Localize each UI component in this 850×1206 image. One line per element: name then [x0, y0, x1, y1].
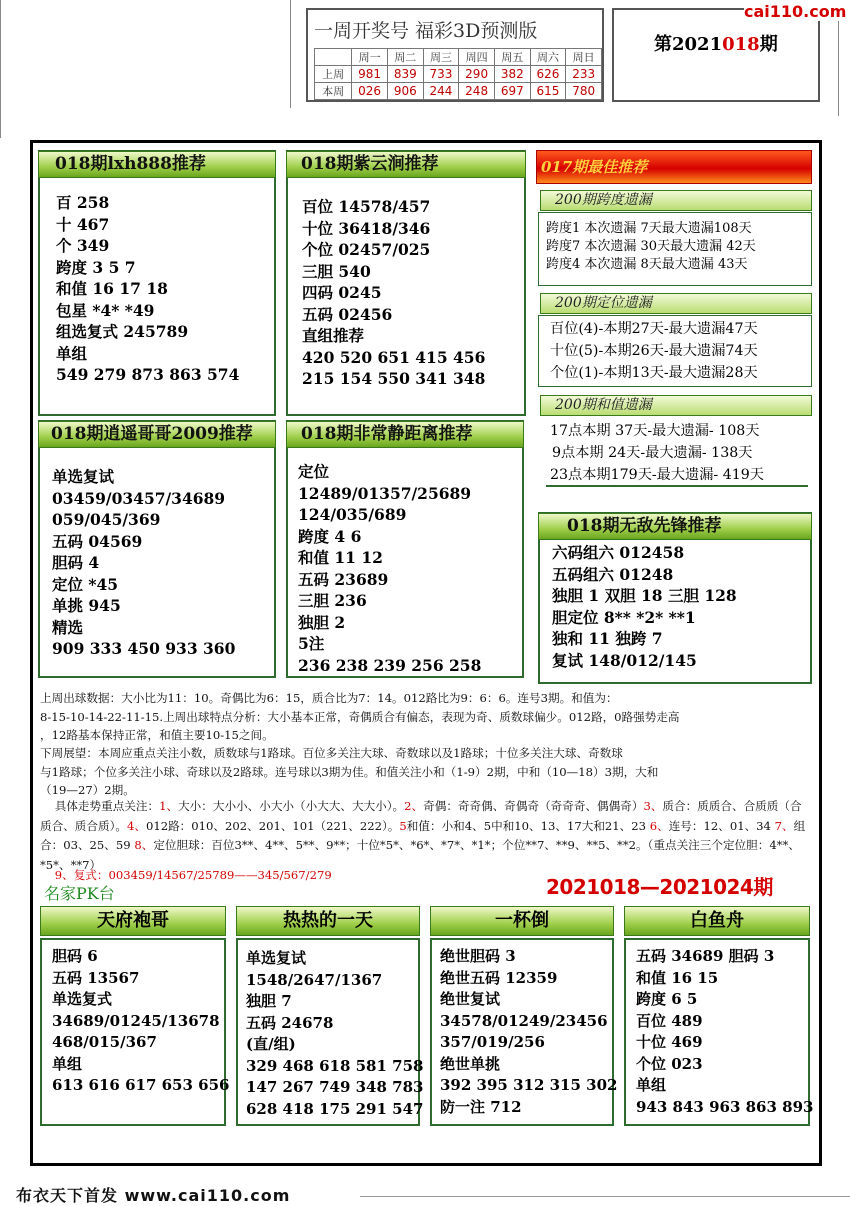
- pk-col-title: 一杯倒: [430, 906, 614, 936]
- omission-line: 23点本期179天-最大遗漏- 419天: [550, 467, 764, 483]
- pick-line: 147 267 749 348 783: [246, 1078, 424, 1096]
- pick-line: 392 395 312 315 302: [440, 1076, 618, 1094]
- pick-line: 个 349: [56, 236, 110, 255]
- pick-line: 绝世五码 12359: [440, 968, 558, 987]
- pick-line: 五码 24678: [246, 1013, 334, 1032]
- weekly-grid: [314, 48, 602, 100]
- omission-line: 百位(4)-本期27天-最大遗漏47天: [550, 321, 758, 337]
- pick-line: 定位 *45: [52, 574, 119, 594]
- pick-line: 四码 0245: [302, 283, 382, 302]
- analysis-focus: [40, 797, 812, 875]
- pick-line: 百位 14578/457: [302, 197, 431, 216]
- draw-number: 244: [423, 83, 459, 100]
- span-omission-lines: [546, 220, 756, 274]
- pick-line: 五码组六 01248: [552, 564, 674, 584]
- pick-line: (直/组): [246, 1035, 296, 1053]
- pick-line: 单组: [52, 1054, 83, 1073]
- row-label: 上周: [315, 66, 352, 83]
- pick-line: 跨度 6 5: [636, 990, 698, 1008]
- pick-line: 个位 02457/025: [302, 240, 431, 259]
- draw-number: 233: [566, 66, 602, 83]
- pick-line: 绝世单挑: [440, 1054, 501, 1073]
- day-header: 周五: [494, 49, 530, 66]
- focus-num: 4、: [126, 818, 146, 833]
- day-header: 周一: [352, 49, 388, 66]
- pick-line: 独胆 7: [246, 992, 292, 1010]
- pick-line: 单组: [56, 343, 88, 363]
- date-range: 2021018—2021024期: [546, 875, 773, 899]
- panel-title: 018期lxh888推荐: [38, 151, 276, 178]
- pick-line: 和值 16 15: [636, 968, 719, 987]
- pick-line: 236 238 239 256 258: [298, 655, 482, 675]
- focus-text: 大小：大小小、小大小（小大大、大大小）。: [178, 799, 405, 813]
- issue-suffix: 期: [759, 34, 778, 55]
- pick-line: 绝世复试: [440, 990, 501, 1008]
- draw-number: 906: [387, 83, 423, 100]
- day-header: 周六: [530, 49, 566, 66]
- omission-line: 跨度4 本次遗漏 8天最大遗漏 43天: [546, 257, 748, 272]
- pick-line: 943 843 963 863 893: [636, 1097, 814, 1116]
- pick-line: 胆码 4: [52, 553, 100, 572]
- pick-line: 复试 148/012/145: [552, 650, 697, 670]
- last-week-row: [315, 66, 602, 83]
- issue-number-box: [612, 8, 820, 102]
- pick-line: 329 468 618 581 758: [246, 1056, 424, 1075]
- draw-number: 248: [459, 83, 495, 100]
- pick-line: 跨度 3 5 7: [56, 257, 136, 277]
- pick-line: 个位 023: [636, 1054, 703, 1073]
- pick-line: 直组推荐: [302, 326, 365, 345]
- draw-number: 026: [352, 83, 388, 100]
- pick-line: 五码 04569: [52, 531, 143, 551]
- position-omission-lines: [550, 318, 758, 384]
- focus-intro: 具体走势重点关注：: [40, 799, 160, 813]
- pick-line: 420 520 651 415 456: [302, 347, 486, 367]
- draw-number: 780: [566, 83, 602, 100]
- pick-line: 和值 16 17 18: [56, 279, 168, 298]
- day-header: 周日: [566, 49, 602, 66]
- best-pick-banner: 017期最佳推荐: [536, 150, 812, 184]
- pick-line: 059/045/369: [52, 510, 161, 529]
- analysis-line: 下周展望：本周应重点关注小数，质数球与1路球。百位多关注大球、奇数球以及1路球；十位多关注大球、奇数球: [40, 746, 623, 760]
- analysis-line: 8-15-10-14-22-11-15.上周出球特点分析：大小基本正常，奇偶质合有偏态，表现为奇、质数球偏少。012路，0路强势走高: [40, 709, 680, 724]
- pick-line: 12489/01357/25689: [298, 483, 472, 503]
- pick-line: 十 467: [56, 214, 110, 234]
- pick-line: 909 333 450 933 360: [52, 639, 236, 658]
- pick-line: 124/035/689: [298, 505, 407, 524]
- this-week-row: [315, 83, 602, 100]
- pk-col-title: 天府袍哥: [40, 906, 226, 936]
- draw-number: 733: [423, 66, 459, 83]
- pick-line: 五码 23689: [298, 569, 389, 589]
- omission-line: 十位(5)-本期26天-最大遗漏74天: [550, 343, 758, 359]
- footer-text: 布衣天下首发 www.cai110.com: [16, 1186, 291, 1205]
- pick-line: 独胆 2: [298, 612, 346, 632]
- footer-rule: [360, 1196, 850, 1197]
- pick-line: 三胆 540: [302, 261, 371, 281]
- focus-num: 5: [399, 818, 407, 833]
- pk-col-title: 白鱼舟: [624, 906, 810, 936]
- top-divider-rule: [290, 0, 291, 108]
- pick-line: 十位 36418/346: [302, 218, 431, 238]
- pick-line: 1548/2647/1367: [246, 970, 383, 989]
- panel-xiaoyaogege-lines: [52, 466, 235, 660]
- left-margin-rule: [0, 0, 1, 138]
- draw-number: 290: [459, 66, 495, 83]
- draw-number: 382: [494, 66, 530, 83]
- panel-ziyunjian-lines: [302, 196, 485, 390]
- day-header: 周二: [387, 49, 423, 66]
- pk-col-lines: [246, 948, 423, 1120]
- pick-line: 胆定位 8** *2* **1: [552, 607, 696, 627]
- pick-line: 五码 13567: [52, 968, 140, 987]
- issue-prefix: 第2021: [654, 34, 723, 55]
- panel-wudixianfeng-lines: [552, 542, 737, 671]
- right-margin-rule: [838, 20, 839, 116]
- pk-col-lines: [52, 946, 229, 1097]
- pick-line: 组选复式 245789: [56, 322, 189, 341]
- pick-line: 单选复试: [246, 949, 307, 967]
- draw-number: 697: [494, 83, 530, 100]
- focus-text: 组合：03、25、59: [40, 818, 806, 852]
- pick-line: 613 616 617 653 656: [52, 1076, 230, 1094]
- panel-title: 018期逍遥哥哥2009推荐: [38, 421, 276, 448]
- analysis-next-week: [40, 744, 816, 800]
- focus-text: 定位胆球：百位3**、4**、5**、9**；十位*5*、*6*、*7*、*1*；个位**7、**9、**5、**2。（重点关注三个定位胆：4**、*5*、**7）: [40, 838, 800, 872]
- pick-line: 百 258: [56, 193, 110, 212]
- pk-col-lines: [636, 946, 813, 1118]
- pick-line: 单挑 945: [52, 596, 121, 615]
- pick-line: 5注: [298, 634, 325, 653]
- focus-num: 7、: [774, 818, 794, 833]
- pick-line: 精选: [52, 617, 84, 637]
- pick-line: 三胆 236: [298, 591, 367, 610]
- row-label: 本周: [315, 83, 352, 100]
- focus-num: 8、: [134, 838, 154, 852]
- omission-line: 跨度7 本次遗漏 30天最大遗漏 42天: [546, 239, 756, 254]
- day-header: 周三: [423, 49, 459, 66]
- span-omission-header: 200期跨度遗漏: [540, 190, 812, 211]
- weekly-header-row: [315, 49, 602, 66]
- omission-line: 17点本期 37天-最大遗漏- 108天: [550, 423, 760, 439]
- pick-line: 六码组六 012458: [552, 543, 685, 562]
- pick-line: 十位 469: [636, 1033, 703, 1051]
- pick-line: 03459/03457/34689: [52, 488, 226, 508]
- analysis-line: 与1路球；个位多关注小球、奇球以及2路球。连号球以3期为佳。和值关注小和（1-9）2期，中和（10—18）3期，大和: [40, 764, 659, 779]
- pick-line: 防一注 712: [440, 1097, 522, 1116]
- focus-text: 连号：12、01、34: [668, 818, 775, 833]
- pick-line: 定位: [298, 462, 330, 481]
- panel-feichangjing-lines: [298, 461, 481, 676]
- pick-line: 549 279 873 863 574: [56, 365, 240, 384]
- focus-num: 6、: [649, 818, 669, 833]
- omission-line: 跨度1 本次遗漏 7天最大遗漏108天: [546, 221, 752, 236]
- pick-line: 和值 11 12: [298, 548, 383, 567]
- issue-num: 018: [722, 34, 760, 55]
- panel-lxh888-lines: [56, 192, 239, 386]
- pick-line: 跨度 4 6: [298, 526, 362, 546]
- position-omission-header: 200期定位遗漏: [540, 293, 812, 314]
- corner-cell: [315, 49, 352, 66]
- analysis-last-week: [40, 689, 816, 745]
- draw-number: 981: [352, 66, 388, 83]
- pick-line: 绝世胆码 3: [440, 947, 516, 965]
- pick-line: 34689/01245/13678: [52, 1011, 220, 1030]
- focus-text: 012路：010、202、201、101（221、222）。: [145, 818, 400, 833]
- pick-line: 468/015/367: [52, 1033, 157, 1051]
- omission-line: 9点本期 24天-最大遗漏- 138天: [552, 445, 753, 461]
- analysis-line: （19—27）2期。: [40, 783, 135, 797]
- weekly-draw-table: [306, 8, 604, 102]
- panel-title: 018期紫云涧推荐: [286, 151, 526, 178]
- focus-num: 2、: [404, 799, 424, 813]
- pick-line: 五码 34689 胆码 3: [636, 947, 775, 965]
- focus-text: 和值：小和4、5中和10、13、17大和21、23: [406, 818, 650, 833]
- pick-line: 包星 *4* *49: [56, 300, 155, 320]
- panel-title: 018期无敌先锋推荐: [538, 513, 812, 540]
- draw-number: 839: [387, 66, 423, 83]
- pk-col-lines: [440, 946, 617, 1118]
- analysis-line: ，12路基本保持正常，和值主要10-15之间。: [40, 728, 274, 742]
- focus-num: 3、: [643, 799, 663, 813]
- focus-text: 质合：质质合、合质质（合质合、质合质）。: [40, 799, 802, 833]
- pk-section-label: 名家PK台: [44, 884, 115, 903]
- omission-line: 个位(1)-本期13天-最大遗漏28天: [550, 365, 758, 381]
- sum-omission-underline: [546, 485, 808, 487]
- pick-line: 628 418 175 291 547: [246, 1099, 424, 1118]
- pk-col-title: 热热的一天: [236, 906, 420, 936]
- pick-line: 单选复试: [52, 467, 115, 486]
- focus-text: 奇偶：奇奇偶、奇偶奇（奇奇奇、偶偶奇）: [423, 799, 644, 813]
- day-header: 周四: [459, 49, 495, 66]
- sum-omission-lines: [550, 420, 764, 486]
- pick-line: 独胆 1 双胆 18 三胆 128: [552, 586, 737, 605]
- site-logo-text: cai110.com: [744, 2, 847, 21]
- weekly-table-title: 一周开奖号 福彩3D预测版: [314, 20, 538, 42]
- panel-title: 018期非常静距离推荐: [286, 421, 524, 448]
- draw-number: 615: [530, 83, 566, 100]
- pick-line: 独和 11 独跨 7: [552, 629, 663, 648]
- pick-line: 215 154 550 341 348: [302, 369, 486, 388]
- pick-line: 百位 489: [636, 1011, 703, 1030]
- pick-line: 五码 02456: [302, 304, 393, 324]
- pick-line: 胆码 6: [52, 947, 98, 965]
- pick-line: 34578/01249/23456: [440, 1011, 608, 1030]
- focus-num: 1、: [159, 799, 179, 813]
- fushi-line: 9、复式：003459/14567/25789——345/567/279: [40, 868, 332, 882]
- sum-omission-header: 200期和值遗漏: [540, 395, 812, 416]
- pick-line: 357/019/256: [440, 1033, 545, 1051]
- issue-number: [654, 30, 778, 56]
- draw-number: 626: [530, 66, 566, 83]
- pick-line: 单组: [636, 1076, 667, 1094]
- pick-line: 单选复式: [52, 990, 113, 1008]
- analysis-line: 上周出球数据：大小比为11：10。奇偶比为6：15，质合比为7：14。012路比为9：6：6。连号3期。和值为：: [40, 691, 618, 705]
